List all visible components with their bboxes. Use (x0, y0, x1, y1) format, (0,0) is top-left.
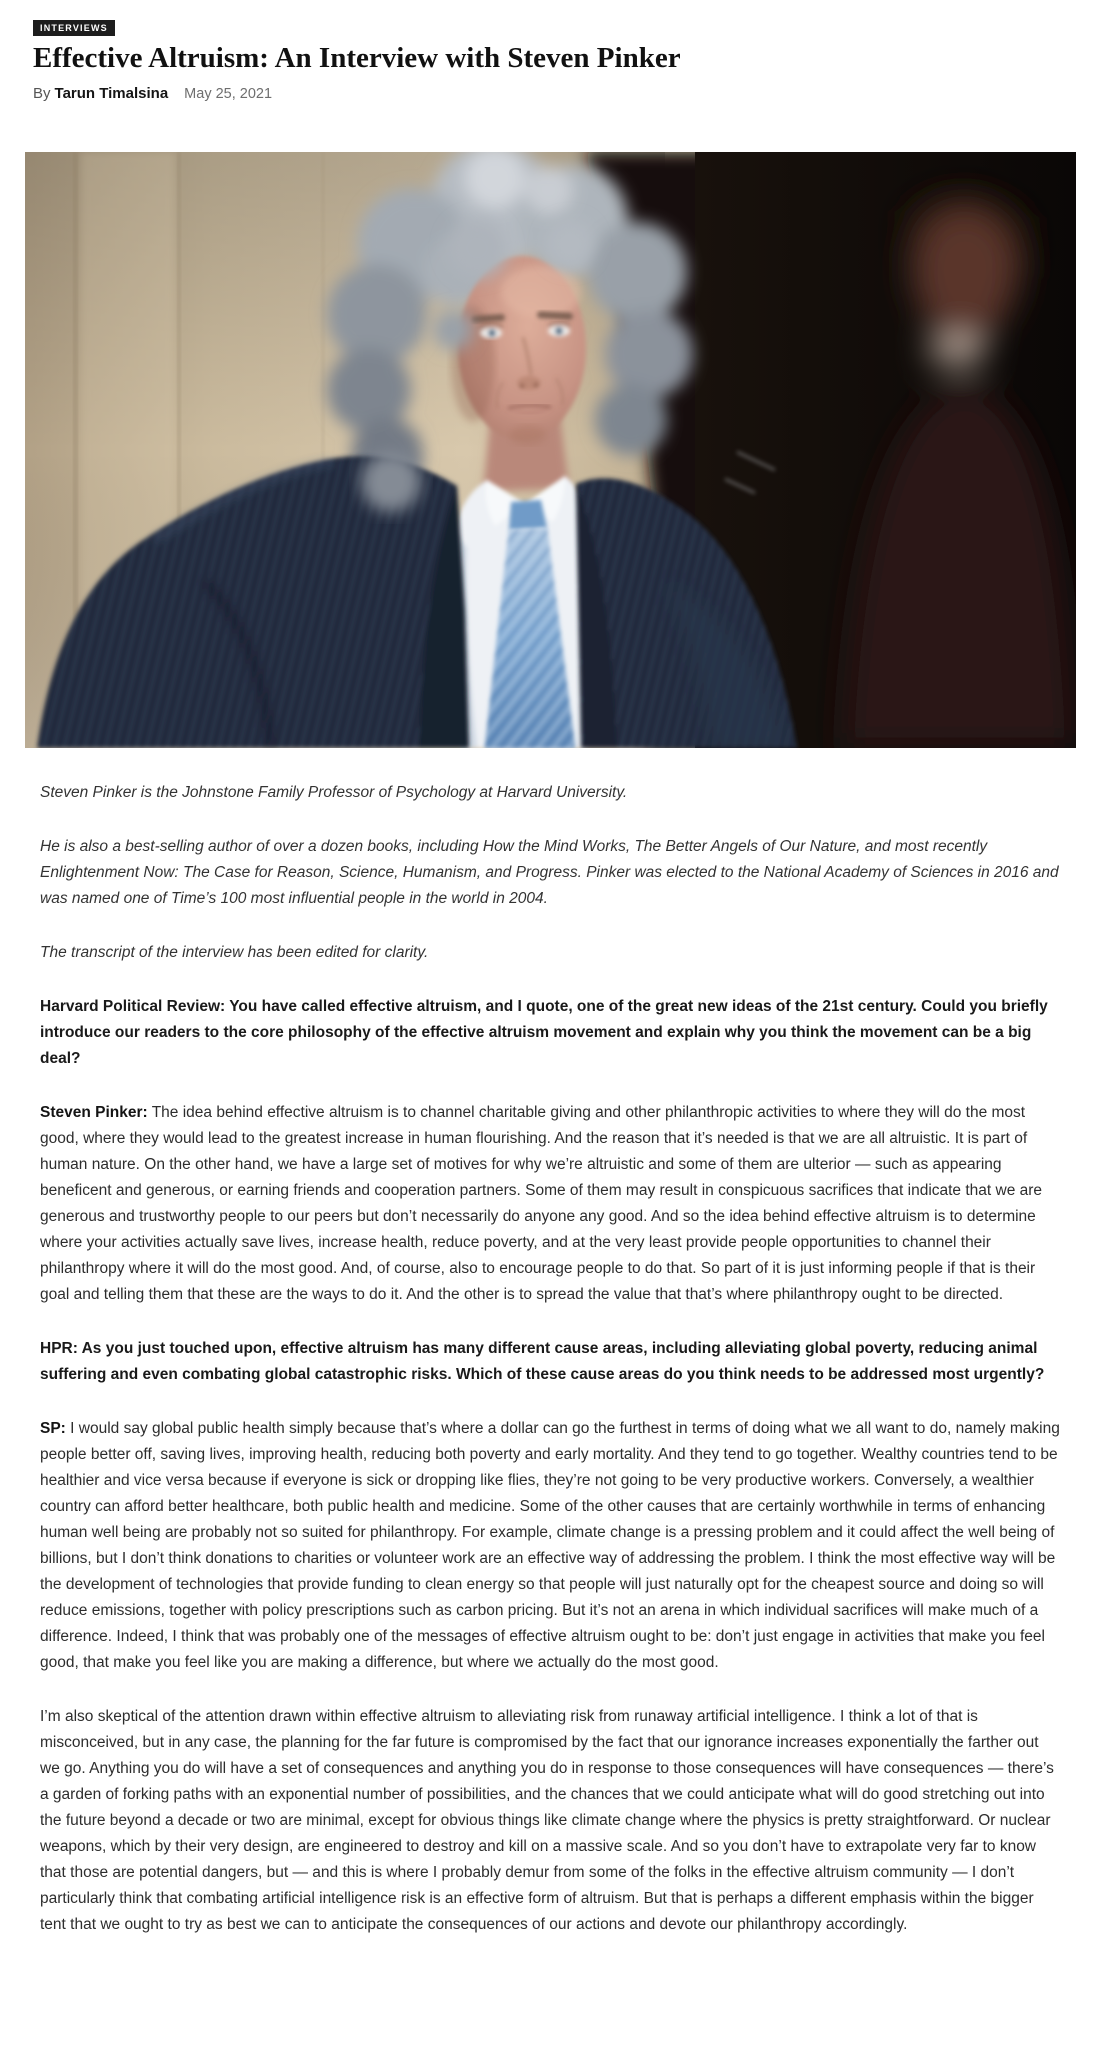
publish-date: May 25, 2021 (184, 86, 273, 102)
author-bio-caption: He is also a best-selling author of over a dozen books, including How the Mind Works, The Better Angels of Our Nature, and most recently Enlightenment Now: The Case for Reason, Science, Humanism, and Progress. Pinker was elected to the National Academy of Sciences in 2016 and was named one of Time’s 100 most influential people in the world in 2004. (40, 838, 1059, 907)
article-header (0, 0, 1098, 102)
answer-text: The idea behind effective altruism is to channel charitable giving and other philanthropic activities to where they will do the most good, where they would lead to the greatest increase in human flourishing. And the reason that it’s needed is that we are all altruistic. It is part of human nature. On the other hand, we have a large set of motives for why we’re altruistic and some of them are ulterior — such as appearing beneficent and generous, or earning friends and cooperation partners. Some of them may result in conspicuous sacrifices that indicate that we are generous and trustworthy people to our peers but don’t necessarily do anyone any good. And so the idea behind effective altruism is to determine where your activities actually save lives, increase health, reduce poverty, and at the very least provide people opportunities to channel their philanthropy where it will do the most good. And, of course, also to encourage people to do that. So part of it is just informing people if that is their goal and telling them that these are the ways to do it. And the other is to spread the value that that’s where philanthropy ought to be directed. (40, 1104, 1043, 1303)
interview-question-1: Harvard Political Review: You have called effective altruism, and I quote, one of the great new ideas of the 21st century. Could you briefly introduce our readers to the core philosophy of the effective altruism movement and explain why you think the movement can be a big deal? (40, 998, 1048, 1067)
article-photo (25, 152, 1076, 748)
speaker-label: Steven Pinker: (40, 1104, 148, 1121)
interview-answer-1 (40, 1100, 1062, 1308)
pinker-portrait-image (25, 152, 1076, 748)
category-badge[interactable]: INTERVIEWS (33, 20, 115, 36)
photo-caption: Steven Pinker is the Johnstone Family Professor of Psychology at Harvard University. (40, 784, 628, 801)
interview-question-2: HPR: As you just touched upon, effective altruism has many different cause areas, including alleviating global poverty, reducing animal suffering and even combating global catastrophic risks. Which of these cause areas do you think needs to be addressed most urgently? (40, 1340, 1045, 1383)
author-link[interactable]: Tarun Timalsina (54, 85, 169, 102)
interview-answer-2 (40, 1416, 1062, 1676)
speaker-label: SP: (40, 1420, 66, 1437)
answer-text: I would say global public health simply because that’s where a dollar can go the furthest in terms of doing what we all want to do, namely making people better off, saving lives, improving health, reducing both poverty and early mortality. And they tend to go together. Wealthy countries tend to be healthier and vice versa because if everyone is sick or dropping like flies, they’re not going to be very productive workers. Conversely, a wealthier country can afford better healthcare, both public health and medicine. Some of the other causes that are certainly worthwhile in terms of enhancing human well being are probably not so suited for philanthropy. For example, climate change is a pressing problem and it could affect the well being of billions, but I don’t think donations to charities or volunteer work are an effective way of addressing the problem. I think the most effective way will be the development of technologies that provide funding to clean energy so that people will just naturally opt for the cheapest source and doing so will reduce emissions, together with policy prescriptions such as carbon pricing. But it’s not an arena in which individual sacrifices will make much of a difference. Indeed, I think that was probably one of the messages of effective altruism ought to be: don’t just engage in activities that make you feel good, that make you feel like you are making a difference, but where we actually do the most good. (40, 1420, 1060, 1671)
interview-answer-2-continued: I’m also skeptical of the attention drawn within effective altruism to alleviating risk from runaway artificial intelligence. I think a lot of that is misconceived, but in any case, the planning for the far future is compromised by the fact that our ignorance increases exponentially the farther out we go. Anything you do will have a set of consequences and anything you do in response to those consequences will have consequences — there’s a garden of forking paths with an exponential number of possibilities, and the chances that we could anticipate what will do good stretching out into the future beyond a decade or two are minimal, except for obvious things like climate change where the physics is pretty straightforward. Or nuclear weapons, which by their very design, are engineered to destroy and kill on a massive scale. And so you don’t have to extrapolate very far to know that those are potential dangers, but — and this is where I probably demur from some of the folks in the effective altruism community — I don’t particularly think that combating artificial intelligence risk is an effective form of altruism. But that is perhaps a different emphasis within the bigger tent that we ought to try as best we can to anticipate the consequences of our actions and devote our philanthropy accordingly. (40, 1708, 1054, 1933)
article-body (0, 780, 1062, 1938)
editorial-note: The transcript of the interview has been edited for clarity. (40, 944, 429, 961)
page-title: Effective Altruism: An Interview with Steven Pinker (33, 42, 681, 74)
byline (33, 85, 1065, 102)
byline-prefix: By (33, 85, 51, 102)
